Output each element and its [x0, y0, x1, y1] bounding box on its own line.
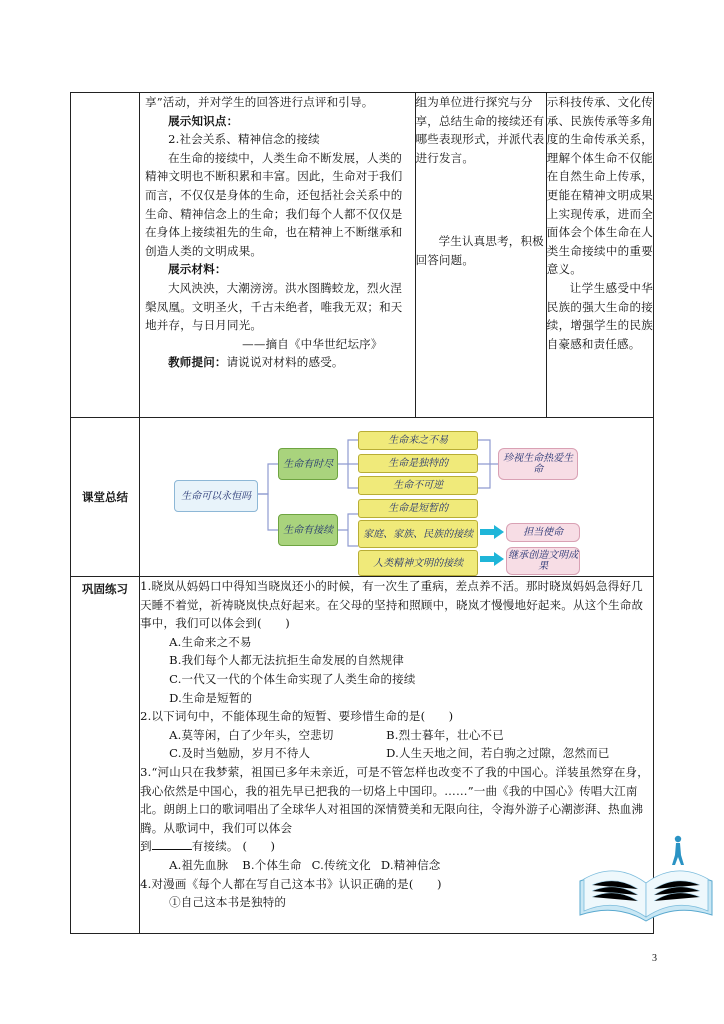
q2-options-row-2 — [140, 744, 653, 763]
result-node-cherish: 珍视生命热爱生命 — [498, 448, 578, 480]
design-intent-b: 让学生感受中华民族的强大生命的接续，增强学生的民族自豪感和责任感。 — [546, 280, 653, 351]
branch-node-time-limited: 生命有时尽 — [278, 448, 338, 480]
blank-label-cell — [71, 93, 140, 418]
q1-option: D.生命是短暂的 — [169, 690, 253, 705]
q1-option: B.我们每个人都无法抗拒生命发展的自然规律 — [169, 653, 404, 668]
leaf-node: 生命来之不易 — [358, 431, 478, 450]
design-intent-a: 示科技传承、文化传承、民族传承等多角度的生命传承关系，理解个体生命不仅能在自然生命上传承，更能在精神文明成果上实现传承，进而全面体会个体生命在人类生命接续中的重要意义。 — [546, 95, 653, 277]
q2-option: C.及时当勉励，岁月不待人 — [169, 746, 311, 761]
q4-option: ①自己这本书是独特的 — [169, 895, 287, 910]
question-4: 4.对漫画《每个人都在写自己这本书》认识正确的是( ) — [140, 876, 442, 891]
q2-options-row-1 — [140, 726, 653, 745]
result-node-mission: 担当使命 — [506, 523, 580, 542]
q2-option: A.莫等闲，白了少年头，空悲切 — [169, 727, 334, 742]
leaf-node-family: 家庭、家族、民族的接续 — [358, 520, 478, 548]
page-number: 3 — [652, 953, 657, 964]
teacher-question — [140, 353, 414, 372]
material-source: ——摘自《中华世纪坛序》 — [242, 336, 383, 351]
material-text: 大风泱泱，大潮滂滂。洪水图腾蛟龙，烈火涅槃凤凰。文明圣火，千古未绝者，唯我无双；和天地并存，与日月同光。 — [145, 280, 403, 333]
summary-label: 课堂总结 — [71, 418, 140, 577]
q1-option: C.一代又一代的个体生命实现了人类生命的接续 — [169, 671, 416, 686]
leaf-node: 生命是独特的 — [358, 454, 478, 473]
q3-option: B.个体生命 — [242, 857, 302, 872]
open-book-illustration — [576, 831, 716, 923]
mind-map — [172, 428, 597, 572]
question-3: 3.“河山只在我梦萦，祖国已多年未亲近，可是不管怎样也改变不了我的中国心。洋装虽然穿在身，我心依然是中国心，我的祖先早已把我的一切烙上中国印。……”一曲《我的中国心》传唱大江南北。朗朗上口的歌词唱出了全球华人对祖国的深情赞美和无限向往，令海外游子心潮澎湃、热血沸腾。从歌词中，我们可以体会 — [140, 764, 649, 835]
design-intent-cell — [546, 93, 653, 418]
summary-row — [71, 418, 654, 577]
q3-option: A.祖先血脉 — [169, 857, 229, 872]
branch-node-continuity: 生命有接续 — [278, 514, 338, 546]
q1-option: A.生命来之不易 — [169, 634, 252, 649]
answer-blank — [152, 838, 192, 850]
teacher-activity-cell — [140, 93, 415, 418]
result-node-inherit: 继承创造文明成果 — [506, 547, 580, 575]
student-activity-cell — [415, 93, 546, 418]
exercise-label: 巩固练习 — [71, 577, 140, 934]
q3-option: D.精神信念 — [380, 857, 441, 872]
q2-option: B.烈士暮年，壮心不已 — [386, 727, 504, 742]
leaf-node-civilization: 人类精神文明的接续 — [358, 550, 478, 576]
leaf-node: 生命不可逆 — [358, 476, 478, 495]
q2-option: D.人生天地之间，若白驹之过隙，忽然而已 — [386, 746, 610, 761]
lesson-plan-table — [70, 92, 654, 934]
student-activity-a: 组为单位进行探究与分享，总结生命的接续还有哪些表现形式，并派代表进行发言。 — [415, 95, 545, 165]
question-1: 1.晓岚从妈妈口中得知当晓岚还小的时候，有一次生了重病，差点养不活。那时晓岚妈妈急得好几天睡不着觉，祈祷晓岚快点好起来。在父母的坚持和照顾中，晓岚才慢慢地好起来。从这个生命故事中，我们可以体会到( ) — [140, 579, 644, 631]
q3-option: C.传统文化 — [311, 857, 371, 872]
teaching-row — [71, 93, 654, 418]
q3-tail-suffix: 有接续。 ( ) — [191, 839, 276, 854]
question-text: 请说说对材料的感受。 — [226, 355, 344, 370]
root-node: 生命可以永恒吗 — [174, 480, 258, 512]
summary-cell — [140, 418, 654, 577]
knowledge-heading: 展示知识点： — [168, 113, 239, 128]
material-heading: 展示材料： — [168, 262, 227, 277]
exercise-cell — [140, 577, 654, 934]
walking-person-icon — [672, 836, 684, 865]
knowledge-paragraph: 在生命的接续中，人类生命不断发展，人类的精神文明也不断积累和丰富。因此，生命对于我们而言，不仅仅是身体的生命，还包括社会关系中的生命、精神信念上的生命；我们每个人都不仅仅是在身体上接续祖先的生命，也在精神上不断继承和创造人类的文明成果。 — [145, 150, 403, 258]
exercise-row — [71, 577, 654, 934]
knowledge-point: 2.社会关系、精神信念的接续 — [168, 132, 320, 147]
question-2: 2.以下词句中，不能体现生命的短暂、要珍惜生命的是( ) — [140, 709, 454, 724]
question-label: 教师提问： — [168, 355, 227, 370]
activity-line: 享”活动，并对学生的回答进行点评和引导。 — [145, 95, 374, 109]
leaf-node: 生命是短暂的 — [358, 499, 478, 518]
q3-tail-prefix: 到 — [140, 839, 152, 854]
student-activity-b: 学生认真思考，积极回答问题。 — [415, 234, 544, 267]
